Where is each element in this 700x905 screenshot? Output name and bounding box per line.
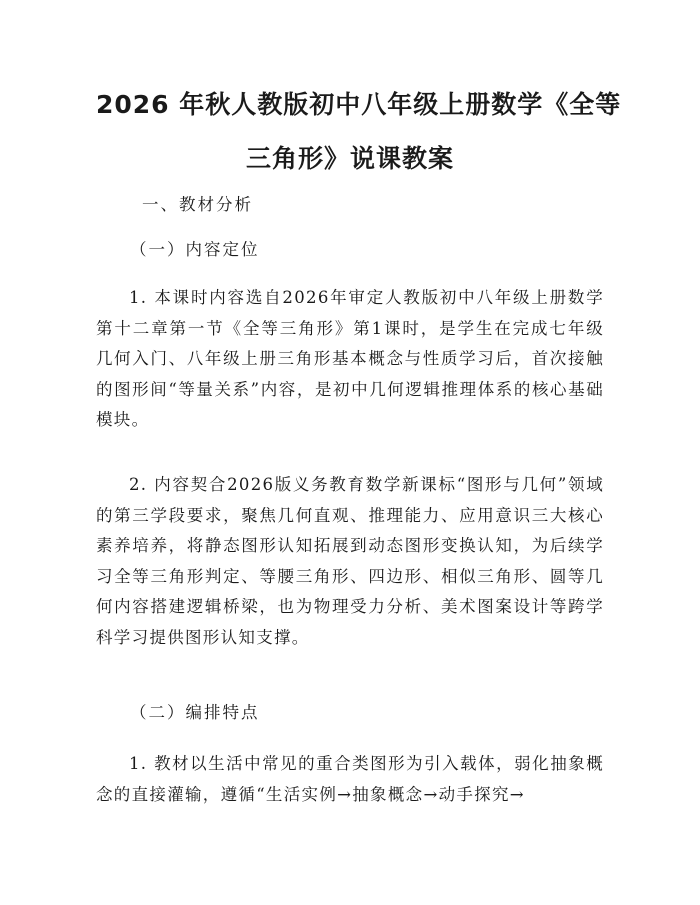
paragraph-arrangement-features-1: 1. 教材以生活中常见的重合类图形为引入载体，弱化抽象概念的直接灌输，遵循“生活实例→抽象概念→动手探究→ xyxy=(96,754,604,804)
paragraph-content-positioning-2: 2. 内容契合2026版义务教育数学新课标“图形与几何”领域的第三学段要求，聚焦几何直观、推理能力、应用意识三大核心素养培养，将静态图形认知拓展到动态图形变换认知，为后续学习全等三角形判定、等腰三角形、四边形、相似三角形、圆等几何内容搭建逻辑桥梁，也为物理受力分析、美术图案设计等跨学科学习提供图形认知支撑。 xyxy=(96,475,604,647)
title-line-2: 三角形》说课教案 xyxy=(245,144,454,173)
paragraph-content-positioning-1: 1. 本课时内容选自2026年审定人教版初中八年级上册数学第十二章第一节《全等三角形》第1课时，是学生在完成七年级几何入门、八年级上册三角形基本概念与性质学习后，首次接触的图形间“等量关系”内容，是初中几何逻辑推理体系的核心基础模块。 xyxy=(96,288,604,429)
subsection-heading-content-positioning: （一）内容定位 xyxy=(130,240,260,259)
title-line-1: 2026 年秋人教版初中八年级上册数学《全等 xyxy=(96,90,622,119)
subsection-heading-arrangement-features: （二）编排特点 xyxy=(130,703,260,722)
section-heading-teaching-material-analysis: 一、教材分析 xyxy=(142,195,253,214)
document-title xyxy=(96,78,622,186)
